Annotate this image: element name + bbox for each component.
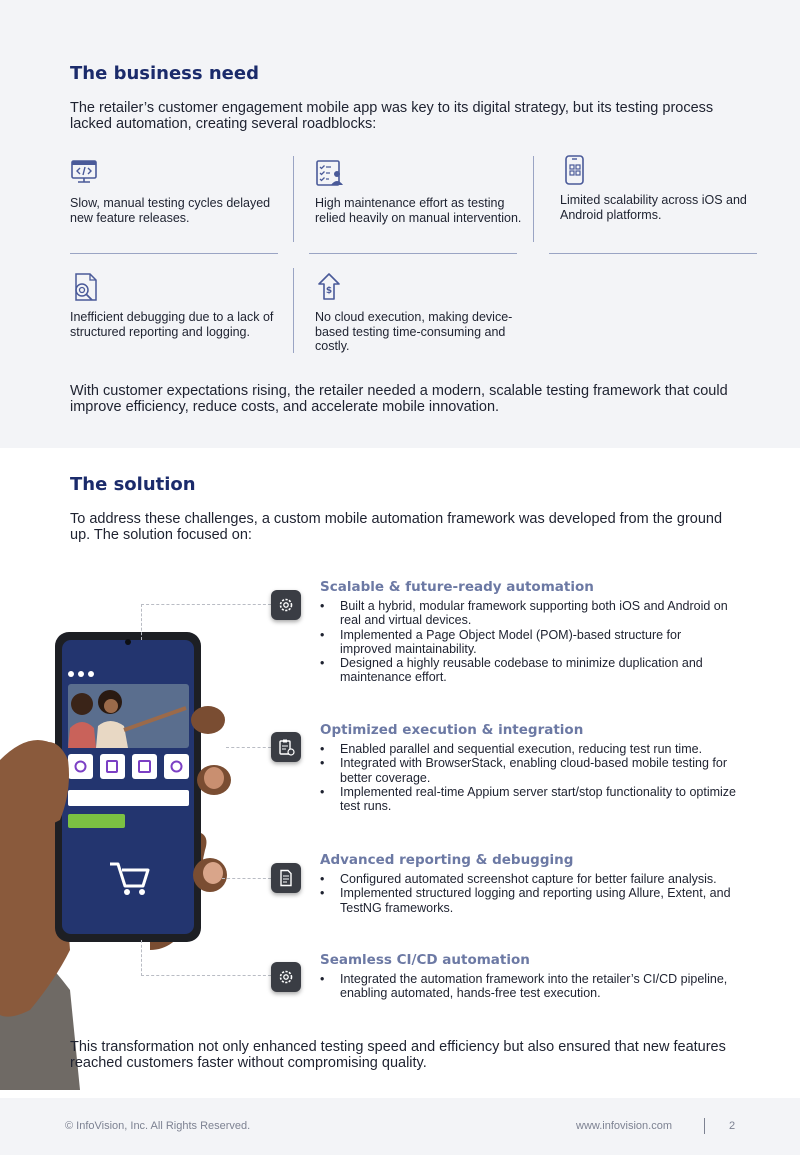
roadblock-text: Inefficient debugging due to a lack of structured reporting and logging. [70, 310, 274, 339]
document-report-icon [271, 863, 301, 893]
divider [533, 156, 534, 242]
roadblock-text: Limited scalability across iOS and Android platforms. [560, 193, 747, 222]
bullet-item: • Configured automated screenshot capture for better failure analysis. [320, 872, 735, 886]
mobile-apps-icon [560, 155, 590, 185]
website-link[interactable]: www.infovision.com [576, 1120, 672, 1132]
solution-closing: This transformation not only enhanced testing speed and efficiency but also ensured that new features reached customers faster without compromising quality. [70, 1039, 726, 1071]
bullet-item: • Designed a highly reusable codebase to minimize duplication and maintenance effort. [320, 656, 735, 685]
divider [309, 253, 517, 254]
roadblock-text: No cloud execution, making device-based testing time-consuming and costly. [315, 310, 513, 353]
checklist-person-icon [315, 158, 345, 188]
business-need-closing: With customer expectations rising, the retailer needed a modern, scalable testing framework that could improve efficiency, reduce costs, and accelerate mobile innovation. [70, 383, 728, 415]
connector-line [141, 604, 271, 640]
solution-item-title: Seamless CI/CD automation [320, 952, 530, 968]
solution-item-bullets [320, 872, 735, 915]
bullet-item: • Enabled parallel and sequential execution, reducing test run time. [320, 742, 740, 756]
connector-line [141, 940, 271, 976]
debug-report-icon [70, 272, 100, 302]
phone-in-hand-illustration [0, 620, 240, 1090]
solution-heading: The solution [70, 474, 196, 495]
page-number: 2 [729, 1120, 736, 1132]
connector-line [226, 747, 271, 748]
code-monitor-icon [70, 158, 100, 188]
roadblock-text: High maintenance effort as testing relied heavily on manual intervention. [315, 196, 522, 225]
solution-intro: To address these challenges, a custom mobile automation framework was developed from the ground up. The solution focused on: [70, 511, 723, 543]
gear-icon [271, 962, 301, 992]
business-need-heading: The business need [70, 63, 259, 84]
solution-item-title: Optimized execution & integration [320, 722, 584, 738]
divider [70, 253, 278, 254]
divider [549, 253, 757, 254]
solution-item-title: Scalable & future-ready automation [320, 579, 594, 595]
cloud-cost-icon [315, 272, 345, 302]
svg-text:$: $ [325, 286, 333, 296]
footer-divider [704, 1118, 705, 1134]
clipboard-clock-icon [271, 732, 301, 762]
bullet-item: • Implemented a Page Object Model (POM)-based structure for improved maintainability. [320, 628, 735, 657]
divider [293, 268, 294, 353]
divider [293, 156, 294, 242]
bullet-item: • Built a hybrid, modular framework supporting both iOS and Android on real and virtual devices. [320, 599, 735, 628]
connector-line [222, 878, 271, 879]
solution-item-bullets [320, 742, 740, 813]
business-need-intro: The retailer’s customer engagement mobile app was key to its digital strategy, but its testing process lacked automation, creating several roadblocks: [70, 100, 714, 132]
solution-item-bullets [320, 599, 735, 685]
solution-item-bullets [320, 972, 735, 1001]
solution-item-title: Advanced reporting & debugging [320, 852, 574, 868]
roadblock-slow-testing [70, 158, 280, 225]
bullet-item: • Integrated the automation framework into the retailer’s CI/CD pipeline, enabling automated, hands-free test execution. [320, 972, 735, 1001]
roadblock-scalability [560, 155, 770, 222]
bullet-item: • Implemented structured logging and reporting using Allure, Extent, and TestNG frameworks. [320, 886, 735, 915]
roadblock-cloud [315, 272, 525, 354]
roadblock-debugging [70, 272, 280, 339]
roadblock-text: Slow, manual testing cycles delayed new feature releases. [70, 196, 271, 225]
bullet-item: • Integrated with BrowserStack, enabling cloud-based mobile testing for better coverage. [320, 756, 740, 785]
gear-icon [271, 590, 301, 620]
bullet-item: • Implemented real-time Appium server start/stop functionality to optimize test runs. [320, 785, 740, 814]
copyright-text: © InfoVision, Inc. All Rights Reserved. [65, 1120, 251, 1132]
roadblock-maintenance [315, 158, 525, 225]
